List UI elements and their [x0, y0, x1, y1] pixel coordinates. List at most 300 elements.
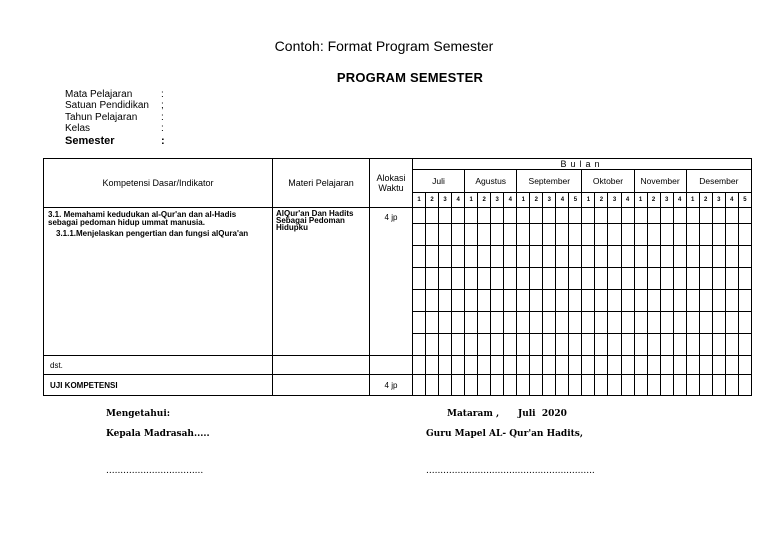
schedule-cell: [595, 208, 608, 224]
schedule-cell: [738, 208, 751, 224]
schedule-cell: [738, 290, 751, 312]
schedule-cell: [543, 290, 556, 312]
schedule-cell: [504, 334, 517, 356]
week-number: 5: [569, 193, 582, 208]
sign-right-place-date: Mataram , Juli 2020: [447, 409, 567, 419]
schedule-cell: [660, 290, 673, 312]
schedule-cell: [738, 375, 751, 396]
schedule-cell: [582, 356, 595, 375]
week-number: 4: [452, 193, 465, 208]
empty-cell: [273, 375, 370, 396]
schedule-cell: [699, 224, 712, 246]
schedule-cell: [582, 312, 595, 334]
schedule-cell: [465, 312, 478, 334]
schedule-cell: [647, 375, 660, 396]
field-separator: :: [161, 111, 164, 123]
schedule-cell: [634, 375, 647, 396]
schedule-cell: [413, 375, 426, 396]
week-number: 1: [465, 193, 478, 208]
field-tahun-pelajaran: [65, 112, 165, 123]
schedule-cell: [465, 208, 478, 224]
identity-fields: [65, 89, 165, 147]
schedule-cell: [634, 224, 647, 246]
schedule-cell: [647, 290, 660, 312]
schedule-cell: [504, 246, 517, 268]
week-number: 1: [634, 193, 647, 208]
schedule-cell: [569, 312, 582, 334]
sign-left-label: Mengetahui:: [106, 409, 171, 419]
schedule-cell: [439, 375, 452, 396]
schedule-cell: [621, 356, 634, 375]
field-kelas: [65, 123, 165, 134]
schedule-cell: [673, 375, 686, 396]
month-header: Agustus: [465, 170, 517, 193]
header-kompetensi: Kompetensi Dasar/Indikator: [44, 159, 273, 208]
schedule-cell: [491, 246, 504, 268]
schedule-cell: [686, 208, 699, 224]
schedule-cell: [465, 268, 478, 290]
schedule-cell: [504, 290, 517, 312]
schedule-cell: [608, 356, 621, 375]
schedule-cell: [608, 208, 621, 224]
schedule-cell: [608, 375, 621, 396]
schedule-cell: [517, 290, 530, 312]
schedule-cell: [647, 208, 660, 224]
schedule-cell: [569, 268, 582, 290]
schedule-cell: [426, 268, 439, 290]
sign-left-dots: ..................................: [106, 466, 204, 476]
schedule-cell: [491, 268, 504, 290]
header-bulan: Bulan: [413, 159, 752, 170]
schedule-cell: [686, 224, 699, 246]
schedule-cell: [543, 268, 556, 290]
schedule-cell: [543, 375, 556, 396]
week-number: 3: [439, 193, 452, 208]
header-alokasi: Alokasi Waktu: [370, 159, 413, 208]
schedule-cell: [478, 312, 491, 334]
schedule-cell: [426, 356, 439, 375]
schedule-cell: [673, 312, 686, 334]
dst-cell: dst.: [44, 356, 273, 375]
field-mata-pelajaran: [65, 89, 165, 100]
schedule-cell: [452, 312, 465, 334]
schedule-cell: [491, 208, 504, 224]
schedule-cell: [621, 312, 634, 334]
schedule-cell: [595, 246, 608, 268]
field-separator: :: [161, 89, 164, 100]
schedule-cell: [686, 312, 699, 334]
schedule-cell: [608, 224, 621, 246]
schedule-cell: [595, 356, 608, 375]
schedule-cell: [465, 375, 478, 396]
schedule-cell: [426, 312, 439, 334]
schedule-cell: [504, 312, 517, 334]
schedule-cell: [699, 375, 712, 396]
month-header: Desember: [686, 170, 751, 193]
schedule-cell: [673, 356, 686, 375]
document-caption: Contoh: Format Program Semester: [274, 38, 494, 54]
schedule-cell: [517, 268, 530, 290]
schedule-cell: [517, 312, 530, 334]
header-materi: Materi Pelajaran: [273, 159, 370, 208]
schedule-cell: [634, 290, 647, 312]
schedule-cell: [621, 375, 634, 396]
schedule-cell: [426, 334, 439, 356]
schedule-cell: [582, 224, 595, 246]
schedule-cell: [738, 224, 751, 246]
schedule-cell: [478, 224, 491, 246]
schedule-cell: [725, 224, 738, 246]
schedule-cell: [530, 208, 543, 224]
week-number: 3: [608, 193, 621, 208]
schedule-cell: [569, 290, 582, 312]
schedule-cell: [673, 290, 686, 312]
schedule-cell: [569, 334, 582, 356]
schedule-cell: [452, 268, 465, 290]
alokasi-cell: 4 jp: [370, 208, 413, 356]
schedule-cell: [686, 268, 699, 290]
schedule-cell: [491, 290, 504, 312]
schedule-cell: [543, 224, 556, 246]
schedule-cell: [608, 246, 621, 268]
schedule-cell: [608, 290, 621, 312]
schedule-cell: [543, 208, 556, 224]
schedule-cell: [556, 312, 569, 334]
schedule-cell: [556, 224, 569, 246]
schedule-cell: [517, 375, 530, 396]
schedule-cell: [504, 268, 517, 290]
schedule-cell: [426, 246, 439, 268]
schedule-cell: [504, 356, 517, 375]
week-number: 1: [582, 193, 595, 208]
schedule-cell: [660, 224, 673, 246]
schedule-cell: [686, 246, 699, 268]
week-number: 3: [543, 193, 556, 208]
schedule-cell: [699, 356, 712, 375]
field-label: Satuan Pendidikan: [65, 100, 149, 112]
field-label: Tahun Pelajaran: [65, 111, 138, 123]
schedule-cell: [452, 290, 465, 312]
schedule-cell: [621, 268, 634, 290]
schedule-cell: [465, 290, 478, 312]
schedule-cell: [582, 334, 595, 356]
schedule-cell: [478, 208, 491, 224]
schedule-cell: [543, 246, 556, 268]
schedule-cell: [699, 334, 712, 356]
schedule-cell: [439, 268, 452, 290]
week-number: 2: [426, 193, 439, 208]
schedule-cell: [738, 312, 751, 334]
schedule-cell: [452, 334, 465, 356]
uji-alokasi-cell: 4 jp: [370, 375, 413, 396]
schedule-cell: [426, 290, 439, 312]
schedule-cell: [712, 312, 725, 334]
schedule-cell: [439, 356, 452, 375]
document-title: PROGRAM SEMESTER: [336, 70, 484, 85]
schedule-cell: [738, 268, 751, 290]
schedule-cell: [556, 334, 569, 356]
schedule-cell: [725, 312, 738, 334]
week-number: 2: [478, 193, 491, 208]
schedule-cell: [413, 334, 426, 356]
schedule-cell: [725, 246, 738, 268]
week-number: 4: [621, 193, 634, 208]
schedule-cell: [556, 356, 569, 375]
week-number: 2: [530, 193, 543, 208]
schedule-cell: [712, 334, 725, 356]
week-number: 2: [699, 193, 712, 208]
schedule-cell: [738, 246, 751, 268]
schedule-cell: [634, 268, 647, 290]
schedule-cell: [582, 375, 595, 396]
schedule-cell: [491, 356, 504, 375]
schedule-cell: [452, 246, 465, 268]
schedule-cell: [530, 246, 543, 268]
schedule-cell: [413, 208, 426, 224]
schedule-cell: [478, 290, 491, 312]
schedule-cell: [439, 290, 452, 312]
schedule-cell: [465, 356, 478, 375]
week-number: 4: [556, 193, 569, 208]
schedule-cell: [569, 375, 582, 396]
schedule-cell: [660, 356, 673, 375]
sign-right-role: Guru Mapel AL- Qur'an Hadits,: [426, 429, 583, 439]
schedule-cell: [543, 312, 556, 334]
schedule-cell: [556, 208, 569, 224]
schedule-cell: [686, 290, 699, 312]
schedule-cell: [634, 246, 647, 268]
schedule-cell: [556, 290, 569, 312]
schedule-cell: [608, 312, 621, 334]
week-number: 3: [712, 193, 725, 208]
schedule-cell: [621, 334, 634, 356]
schedule-cell: [673, 208, 686, 224]
schedule-cell: [543, 356, 556, 375]
schedule-cell: [738, 334, 751, 356]
schedule-cell: [634, 356, 647, 375]
schedule-cell: [582, 268, 595, 290]
schedule-cell: [634, 312, 647, 334]
schedule-cell: [582, 290, 595, 312]
schedule-cell: [595, 290, 608, 312]
schedule-cell: [686, 375, 699, 396]
schedule-cell: [595, 268, 608, 290]
schedule-cell: [660, 334, 673, 356]
schedule-cell: [452, 375, 465, 396]
kompetensi-cell: [44, 208, 273, 356]
schedule-cell: [595, 334, 608, 356]
field-separator: :: [161, 123, 164, 135]
schedule-cell: [660, 312, 673, 334]
field-label: Kelas: [65, 123, 91, 135]
schedule-cell: [660, 208, 673, 224]
schedule-cell: [426, 224, 439, 246]
week-number: 3: [660, 193, 673, 208]
schedule-cell: [413, 246, 426, 268]
schedule-cell: [504, 224, 517, 246]
schedule-cell: [556, 246, 569, 268]
field-separator: :: [161, 134, 165, 147]
schedule-cell: [699, 208, 712, 224]
schedule-cell: [517, 224, 530, 246]
schedule-cell: [725, 208, 738, 224]
schedule-cell: [621, 246, 634, 268]
schedule-cell: [517, 334, 530, 356]
schedule-cell: [465, 246, 478, 268]
schedule-cell: [504, 375, 517, 396]
schedule-cell: [413, 268, 426, 290]
week-number: 5: [738, 193, 751, 208]
schedule-cell: [478, 246, 491, 268]
field-label: Mata Pelajaran: [65, 89, 133, 100]
empty-cell: [370, 356, 413, 375]
schedule-cell: [725, 334, 738, 356]
week-number: 3: [491, 193, 504, 208]
schedule-cell: [478, 356, 491, 375]
schedule-cell: [478, 375, 491, 396]
schedule-cell: [634, 334, 647, 356]
schedule-cell: [504, 208, 517, 224]
schedule-cell: [569, 356, 582, 375]
schedule-cell: [608, 268, 621, 290]
field-separator: ;: [161, 100, 164, 112]
week-number: 1: [413, 193, 426, 208]
schedule-cell: [647, 356, 660, 375]
schedule-cell: [452, 356, 465, 375]
schedule-cell: [699, 268, 712, 290]
schedule-cell: [530, 334, 543, 356]
schedule-cell: [660, 268, 673, 290]
kd-main: 3.1. Memahami kedudukan al-Qur'an dan al-Hadis sebagai pedoman hidup ummat manusia.: [48, 210, 237, 227]
schedule-cell: [491, 375, 504, 396]
schedule-cell: [530, 224, 543, 246]
schedule-cell: [491, 224, 504, 246]
schedule-cell: [738, 356, 751, 375]
schedule-cell: [712, 208, 725, 224]
week-number: 2: [647, 193, 660, 208]
schedule-cell: [608, 334, 621, 356]
schedule-cell: [725, 268, 738, 290]
schedule-cell: [621, 224, 634, 246]
field-semester: [65, 136, 165, 147]
schedule-cell: [543, 334, 556, 356]
schedule-cell: [673, 224, 686, 246]
schedule-cell: [712, 290, 725, 312]
program-semester-table: [43, 158, 752, 396]
schedule-cell: [634, 208, 647, 224]
schedule-cell: [621, 208, 634, 224]
schedule-cell: [647, 312, 660, 334]
schedule-cell: [530, 312, 543, 334]
schedule-cell: [569, 224, 582, 246]
schedule-cell: [647, 334, 660, 356]
schedule-cell: [517, 208, 530, 224]
week-number: 4: [673, 193, 686, 208]
schedule-cell: [491, 334, 504, 356]
schedule-cell: [439, 312, 452, 334]
schedule-cell: [439, 224, 452, 246]
month-header: Juli: [413, 170, 465, 193]
schedule-cell: [530, 290, 543, 312]
schedule-cell: [556, 375, 569, 396]
schedule-cell: [478, 334, 491, 356]
schedule-cell: [413, 312, 426, 334]
schedule-cell: [517, 356, 530, 375]
schedule-cell: [712, 375, 725, 396]
schedule-cell: [452, 208, 465, 224]
schedule-cell: [452, 224, 465, 246]
schedule-cell: [439, 208, 452, 224]
schedule-cell: [465, 334, 478, 356]
schedule-cell: [439, 334, 452, 356]
schedule-cell: [491, 312, 504, 334]
schedule-cell: [712, 356, 725, 375]
schedule-cell: [439, 246, 452, 268]
schedule-cell: [569, 208, 582, 224]
schedule-cell: [673, 334, 686, 356]
schedule-cell: [465, 224, 478, 246]
schedule-cell: [517, 246, 530, 268]
schedule-cell: [725, 290, 738, 312]
week-number: 4: [725, 193, 738, 208]
schedule-cell: [595, 375, 608, 396]
schedule-cell: [686, 334, 699, 356]
schedule-cell: [673, 268, 686, 290]
schedule-cell: [530, 375, 543, 396]
field-satuan-pendidikan: [65, 100, 165, 111]
schedule-cell: [647, 268, 660, 290]
schedule-cell: [686, 356, 699, 375]
schedule-cell: [712, 268, 725, 290]
schedule-cell: [699, 246, 712, 268]
schedule-cell: [426, 208, 439, 224]
schedule-cell: [413, 224, 426, 246]
month-header: September: [517, 170, 582, 193]
schedule-cell: [530, 356, 543, 375]
week-number: 1: [517, 193, 530, 208]
sign-right-dots: ...........................................................: [426, 466, 595, 476]
schedule-cell: [660, 246, 673, 268]
uji-kompetensi-cell: UJI KOMPETENSI: [44, 375, 273, 396]
schedule-cell: [647, 224, 660, 246]
schedule-cell: [699, 290, 712, 312]
schedule-cell: [712, 224, 725, 246]
week-number: 1: [686, 193, 699, 208]
schedule-cell: [725, 356, 738, 375]
sign-left-role: Kepala Madrasah.....: [106, 429, 210, 439]
schedule-cell: [582, 208, 595, 224]
schedule-cell: [426, 375, 439, 396]
schedule-cell: [621, 290, 634, 312]
schedule-cell: [660, 375, 673, 396]
schedule-cell: [647, 246, 660, 268]
materi-cell: AlQur'an Dan Hadits Sebagai Pedoman Hidupku: [273, 208, 370, 356]
schedule-cell: [673, 246, 686, 268]
month-header: Oktober: [582, 170, 634, 193]
field-label: Semester: [65, 134, 115, 147]
schedule-cell: [725, 375, 738, 396]
schedule-cell: [413, 290, 426, 312]
empty-cell: [273, 356, 370, 375]
schedule-cell: [530, 268, 543, 290]
kd-indicator: 3.1.1.Menjelaskan pengertian dan fungsi alQura'an: [56, 229, 249, 238]
schedule-cell: [595, 312, 608, 334]
schedule-cell: [699, 312, 712, 334]
schedule-cell: [556, 268, 569, 290]
week-number: 4: [504, 193, 517, 208]
schedule-cell: [478, 268, 491, 290]
schedule-cell: [595, 224, 608, 246]
